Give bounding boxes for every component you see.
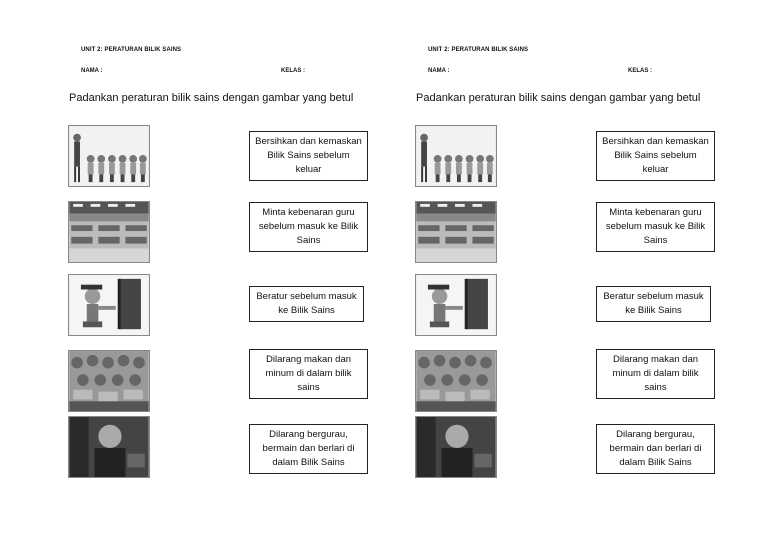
rule-box-makan: Dilarang makan dan minum di dalam bilik sains xyxy=(596,349,715,399)
crowd-eating-icon xyxy=(68,350,150,412)
kelas-label: KELAS : xyxy=(628,68,652,74)
kelas-label: KELAS : xyxy=(281,68,305,74)
teacher-students-line-icon xyxy=(415,125,497,187)
rule-box-bergurau: Dilarang bergurau, bermain dan berlari di dalam Bilik Sains xyxy=(596,424,715,474)
nama-label: NAMA : xyxy=(428,68,450,74)
rule-box-bergurau: Dilarang bergurau, bermain dan berlari di dalam Bilik Sains xyxy=(249,424,368,474)
worksheet-right xyxy=(347,0,731,543)
rule-box-beratur: Beratur sebelum masuk ke Bilik Sains xyxy=(596,286,711,322)
crowd-eating-icon xyxy=(415,350,497,412)
rule-box-bersihkan: Bersihkan dan kemaskan Bilik Sains sebelum keluar xyxy=(596,131,715,181)
rule-box-beratur: Beratur sebelum masuk ke Bilik Sains xyxy=(249,286,364,322)
rule-box-bersihkan: Bersihkan dan kemaskan Bilik Sains sebelum keluar xyxy=(249,131,368,181)
teacher-students-line-icon xyxy=(68,125,150,187)
science-lab-room-icon xyxy=(415,201,497,263)
rule-box-makan: Dilarang makan dan minum di dalam bilik sains xyxy=(249,349,368,399)
cartoon-at-door-icon xyxy=(415,274,497,336)
rule-box-kebenaran: Minta kebenaran guru sebelum masuk ke Bilik Sains xyxy=(249,202,368,252)
rule-box-kebenaran: Minta kebenaran guru sebelum masuk ke Bilik Sains xyxy=(596,202,715,252)
unit-title: UNIT 2: PERATURAN BILIK SAINS xyxy=(81,47,182,53)
instruction-text: Padankan peraturan bilik sains dengan gambar yang betul xyxy=(69,92,354,104)
instruction-text: Padankan peraturan bilik sains dengan gambar yang betul xyxy=(416,92,701,104)
unit-title: UNIT 2: PERATURAN BILIK SAINS xyxy=(428,47,529,53)
science-lab-room-icon xyxy=(68,201,150,263)
boy-running-icon xyxy=(415,416,497,478)
cartoon-at-door-icon xyxy=(68,274,150,336)
nama-label: NAMA : xyxy=(81,68,103,74)
boy-running-icon xyxy=(68,416,150,478)
